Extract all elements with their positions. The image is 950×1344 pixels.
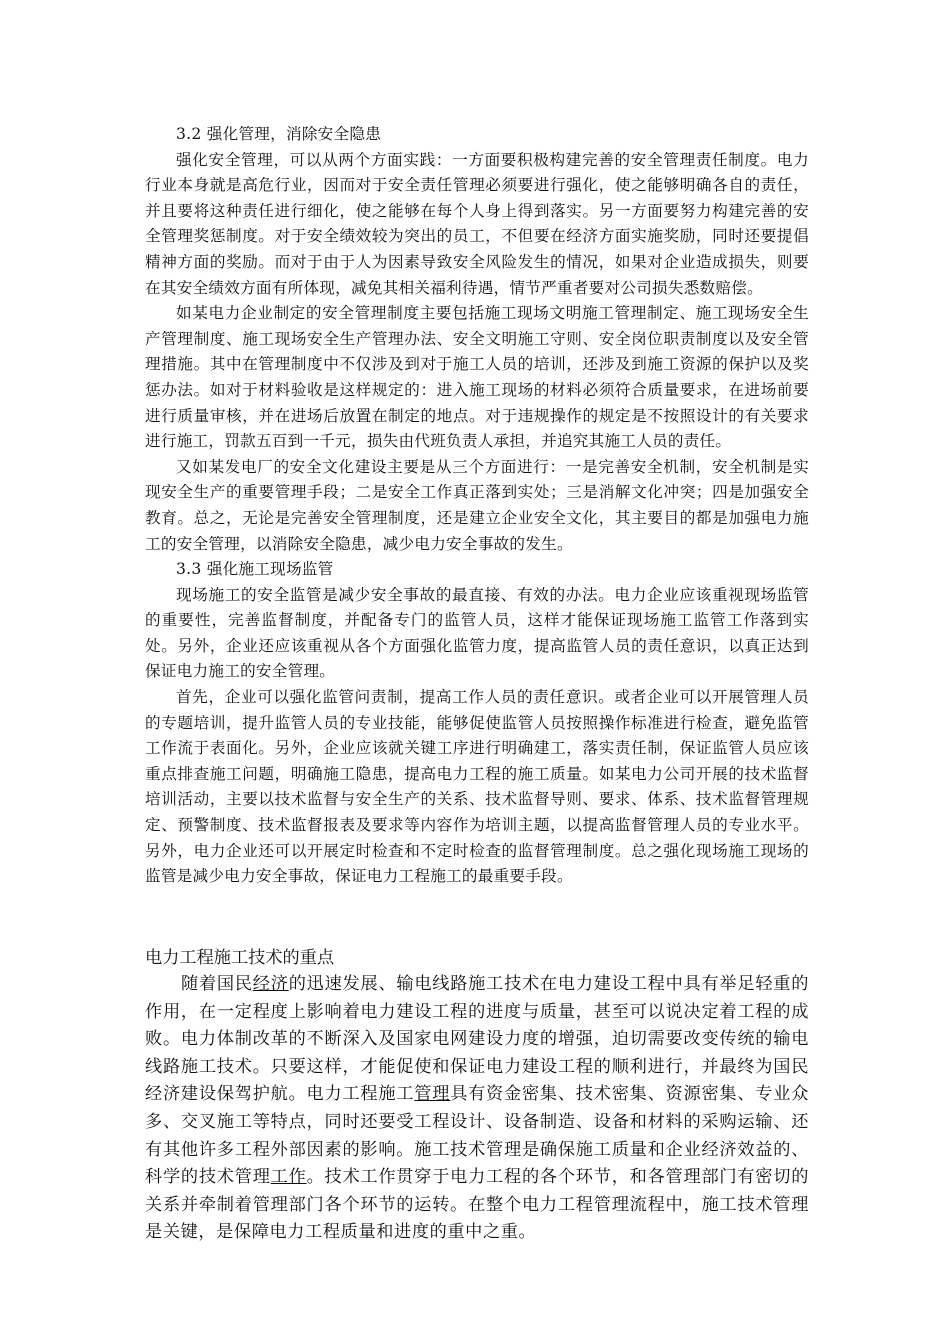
paragraph-text: 具有资金密集、技术密集、资源密集、专业众多、交叉施工等特点，同时还要受工程设计、设备制造、设备和材料的采购运输、还有其他许多工程外部因素的影响。施工技术管理是确保施工质量和企业经济效益的、科学的技术管理 [145, 1084, 809, 1188]
section-3-3-heading: 3.3 强化施工现场监管 [176, 560, 334, 579]
management-link[interactable]: 管理 [414, 1084, 451, 1105]
economy-link[interactable]: 经济 [252, 974, 289, 994]
key-points-heading: 电力工程施工技术的重点 [145, 948, 335, 968]
paragraph-text: 。技术工作贯穿于电力工程的各个环节，和各管理部门有密切的关系并牵制着管理部门各个环节的运转。在整个电力工程管理流程中，施工技术管理是关键，是保障电力工程质量和进度的重中之重。 [145, 1167, 809, 1243]
section-3-3-paragraph-2: 首先，企业可以强化监管问责制，提高工作人员的责任意识。或者企业可以开展管理人员的专题培训，提升监管人员的专业技能，能够促使监管人员按照操作标准进行检查，避免监管工作流于表面化。另外，企业应该就关键工序进行明确建工，落实责任制，保证监管人员应该重点排查施工问题，明确施工隐患，提高电力工程的施工质量。如某电力公司开展的技术监督培训活动，主要以技术监督与安全生产的关系、技术监督导则、要求、体系、技术监督管理规定、预警制度、技术监督报表及要求等内容作为培训主题，以提高监督管理人员的专业水平。另外，电力企业还可以开展定时检查和不定时检查的监督管理制度。总之强化现场施工现场的监管是减少电力安全事故，保证电力工程施工的最重要手段。 [145, 688, 809, 886]
key-points-section [145, 971, 809, 1247]
section-3-3-paragraph-1: 现场施工的安全监管是减少安全事故的最直接、有效的办法。电力企业应该重视现场监管的重要性，完善监督制度，并配备专门的监管人员，这样才能保证现场施工监管工作落到实处。另外，企业还应该重视从各个方面强化监管力度，提高监管人员的责任意识，以真正达到保证电力施工的安全管理。 [145, 585, 809, 681]
paragraph-text: 的迅速发展、输电线路施工技术在电力建设工程中具有举足轻重的作用，在一定程度上影响着电力建设工程的进度与质量，甚至可以说决定着工程的成败。电力体制改革的不断深入及国家电网建设力度的增强，迫切需要改变传统的输电线路施工技术。只要这样，才能促使和保证电力建设工程的顺利进行，并最终为国民经济建设保驾护航。电力工程施工 [145, 974, 810, 1105]
section-3-2-heading: 3.2 强化管理，消除安全隐患 [176, 125, 382, 143]
section-3-2-paragraph-2: 如某电力企业制定的安全管理制度主要包括施工现场文明施工管理制定、施工现场安全生产管理制度、施工现场安全生产管理办法、安全文明施工守则、安全岗位职责制度以及安全管理措施。其中在管理制度中不仅涉及到对于施工人员的培训，还涉及到施工资源的保护以及奖惩办法。如对于材料验收是这样规定的：进入施工现场的材料必须符合质量要求，在进场前要进行质量审核，并在进场后放置在制定的地点。对于违规操作的规定是不按照设计的有关要求进行施工，罚款五百到一千元，损失由代班负责人承担，并追究其施工人员的责任。 [145, 304, 809, 451]
work-link[interactable]: 工作 [270, 1167, 307, 1188]
key-points-paragraph [145, 971, 809, 1247]
section-3-2-paragraph-1: 强化安全管理，可以从两个方面实践：一方面要积极构建完善的安全管理责任制度。电力行业本身就是高危行业，因而对于安全责任管理必须要进行强化，使之能够明确各自的责任，并且要将这种责任进行细化，使之能够在每个人身上得到落实。另一方面要努力构建完善的安全管理奖惩制度。对于安全绩效较为突出的员工，不但要在经济方面实施奖励，同时还要提倡精神方面的奖励。而对于由于人为因素导致安全风险发生的情况，如果对企业造成损失，则要在其安全绩效方面有所体现，减免其相关福利待遇，情节严重者要对公司损失悉数赔偿。 [145, 150, 809, 297]
section-3-2-paragraph-3: 又如某发电厂的安全文化建设主要是从三个方面进行：一是完善安全机制，安全机制是实现安全生产的重要管理手段；二是安全工作真正落到实处；三是消解文化冲突；四是加强安全教育。总之，无论是完善安全管理制度，还是建立企业安全文化，其主要目的都是加强电力施工的安全管理，以消除安全隐患，减少电力安全事故的发生。 [145, 457, 809, 553]
paragraph-text: 随着国民 [181, 974, 253, 994]
section-3-2-and-3-3 [145, 122, 809, 890]
